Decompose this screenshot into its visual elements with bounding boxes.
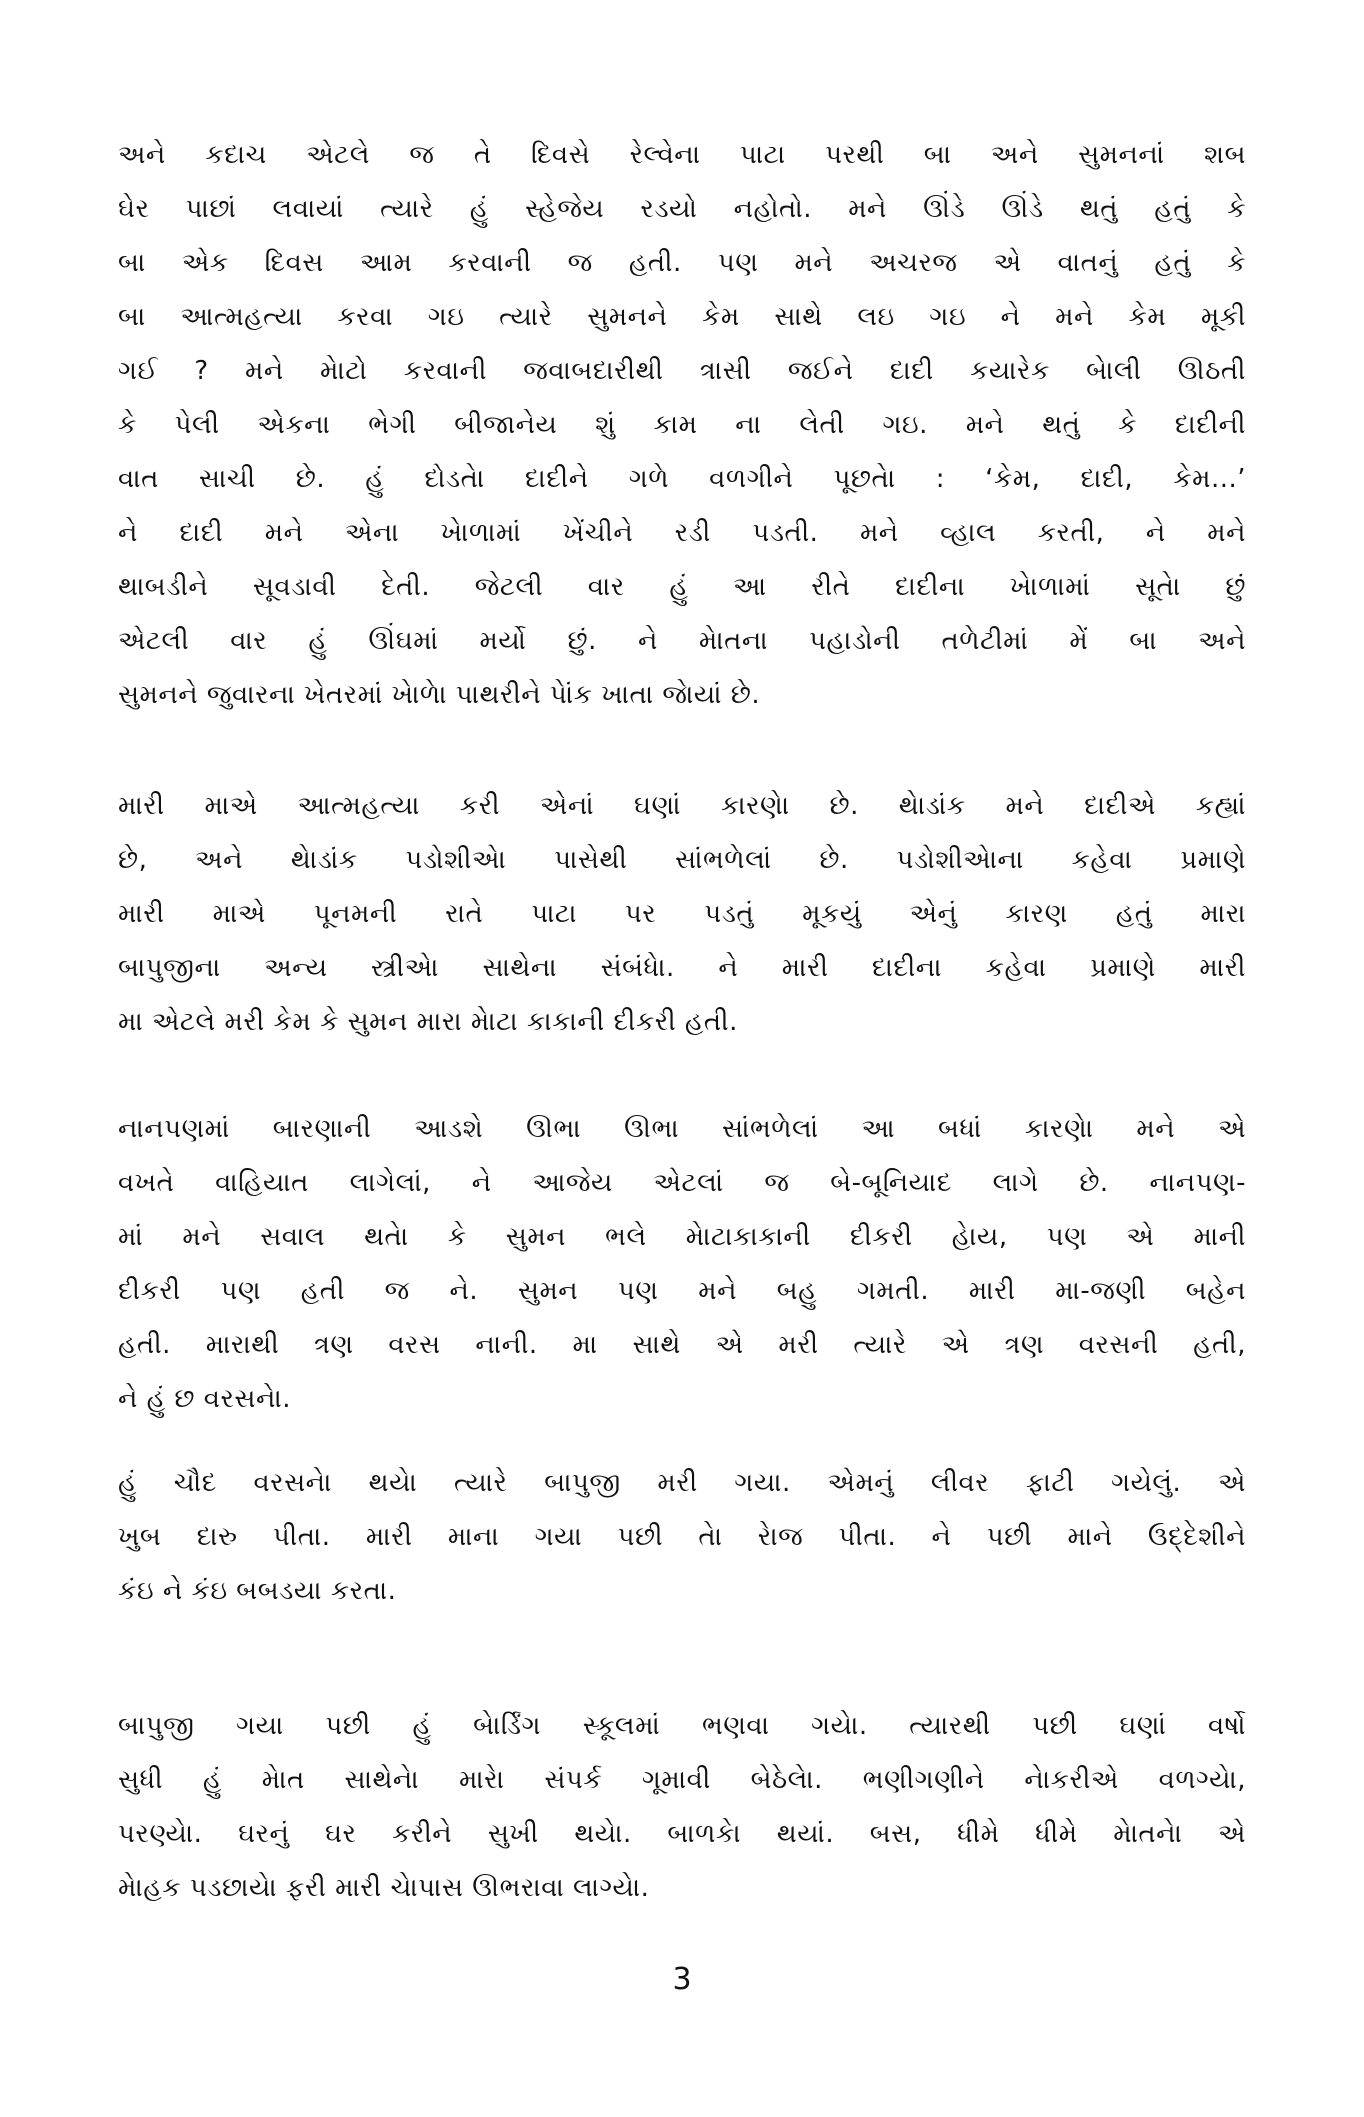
text-line: એટલી વાર હું ઊંઘમાં મર્યો છું. ને મેાતના પહાડોની તળેટીમાં મેં બા અને	[118, 626, 1246, 656]
paragraph-4	[118, 1456, 1246, 1618]
text-line: ગઈ ? મને મેાટો કરવાની જવાબદારીથી ત્રાસી જઈને દાદી કયારેક બેાલી ઊઠતી	[118, 356, 1246, 386]
text-line: મેાહક પડછાયેા ફરી મારી ચેાપાસ ઊભરાવા લાગ્યેા.	[118, 1873, 650, 1903]
text-line: બા એક દિવસ આમ કરવાની જ હતી. પણ મને અચરજ એ વાતનું હતું કે	[118, 248, 1246, 278]
text-line: હું ચૌદ વરસનેા થયેા ત્યારે બાપુજી મરી ગયા. એમનું લીવર ફાટી ગયેલું. એ	[118, 1468, 1246, 1498]
text-line: ને દાદી મને એના ખેાળામાં ખેંચીને રડી પડતી. મને વ્હાલ કરતી, ને મને	[118, 518, 1246, 548]
page-number: 3	[672, 1962, 692, 1997]
text-line: થાબડીને સૂવડાવી દેતી. જેટલી વાર હું આ રીતે દાદીના ખેાળામાં સૂતેા છું	[118, 572, 1246, 602]
paragraph-5	[118, 1699, 1246, 1915]
paragraph-3	[118, 1102, 1246, 1426]
text-line: અને કદાચ એટલે જ તે દિવસે રેલ્વેના પાટા પરથી બા અને સુમનનાં શબ	[118, 140, 1246, 170]
paragraph-2	[118, 779, 1246, 1049]
text-line: દીકરી પણ હતી જ ને. સુમન પણ મને બહુ ગમતી. મારી મા-જણી બહેન	[118, 1276, 1246, 1306]
text-line: બા આત્મહત્યા કરવા ગઇ ત્યારે સુમનને કેમ સાથે લઇ ગઇ ને મને કેમ મૂકી	[118, 302, 1246, 332]
text-line: બાપુજી ગયા પછી હું બેાર્ડિંગ સ્કૂલમાં ભણવા ગયેા. ત્યારથી પછી ઘણાં વર્ષો	[118, 1711, 1246, 1741]
text-line: સુધી હું મેાત સાથેનેા મારેા સંપર્ક ગૂમાવી બેઠેલેા. ભણીગણીને નેાકરીએ વળગ્યેા,	[118, 1765, 1246, 1795]
text-line: છે, અને થેાડાંક પડોશીએા પાસેથી સાંભળેલાં છે. પડોશીએાના કહેવા પ્રમાણે	[118, 845, 1246, 875]
text-line: મા એટલે મરી કેમ કે સુમન મારા મેાટા કાકાની દીકરી હતી.	[118, 1007, 738, 1037]
text-line: ઘેર પાછાં લવાયાં ત્યારે હું સ્હેજેય રડયો નહોતો. મને ઊંડે ઊંડે થતું હતું કે	[118, 194, 1246, 224]
text-line: કંઇ ને કંઇ બબડયા કરતા.	[118, 1576, 397, 1606]
text-line: હતી. મારાથી ત્રણ વરસ નાની. મા સાથે એ મરી ત્યારે એ ત્રણ વરસની હતી,	[118, 1330, 1246, 1360]
paragraph-1	[118, 128, 1246, 722]
text-line: માં મને સવાલ થતેા કે સુમન ભલે મેાટાકાકાની દીકરી હેાય, પણ એ માની	[118, 1222, 1246, 1252]
text-line: ને હું છ વરસનેા.	[118, 1384, 291, 1414]
text-line: વખતે વાહિયાત લાગેલાં, ને આજેય એટલાં જ બે-બૂનિયાદ લાગે છે. નાનપણ-	[118, 1168, 1246, 1198]
text-line: પરણ્યેા. ઘરનું ઘર કરીને સુખી થયેા. બાળકેા થયાં. બસ, ધીમે ધીમે મેાતનેા એ	[118, 1819, 1246, 1849]
text-line: ખુબ દારુ પીતા. મારી માના ગયા પછી તેા રેાજ પીતા. ને પછી માને ઉદ્દેશીને	[118, 1522, 1246, 1552]
text-line: મારી માએ પૂનમની રાતે પાટા પર પડતું મૂકયું એનું કારણ હતું મારા	[118, 899, 1246, 929]
text-line: બાપુજીના અન્ય સ્ત્રીએા સાથેના સંબંધેા. ને મારી દાદીના કહેવા પ્રમાણે મારી	[118, 953, 1246, 983]
text-line: કે પેલી એકના ભેગી બીજાનેય શું કામ ના લેતી ગઇ. મને થતું કે દાદીની	[118, 410, 1246, 440]
text-line: સુમનને જુવારના ખેતરમાં ખેાળેા પાથરીને પેાંક ખાતા જેાયાં છે.	[118, 680, 761, 710]
text-line: વાત સાચી છે. હું દોડતેા દાદીને ગળે વળગીને પૂછતેા : ‘કેમ, દાદી, કેમ...’	[118, 464, 1246, 494]
text-line: નાનપણમાં બારણાની આડશે ઊભા ઊભા સાંભળેલાં આ બધાં કારણેા મને એ	[118, 1114, 1246, 1144]
text-line: મારી માએ આત્મહત્યા કરી એનાં ઘણાં કારણેા છે. થેાડાંક મને દાદીએ કહ્યાં	[118, 791, 1246, 821]
